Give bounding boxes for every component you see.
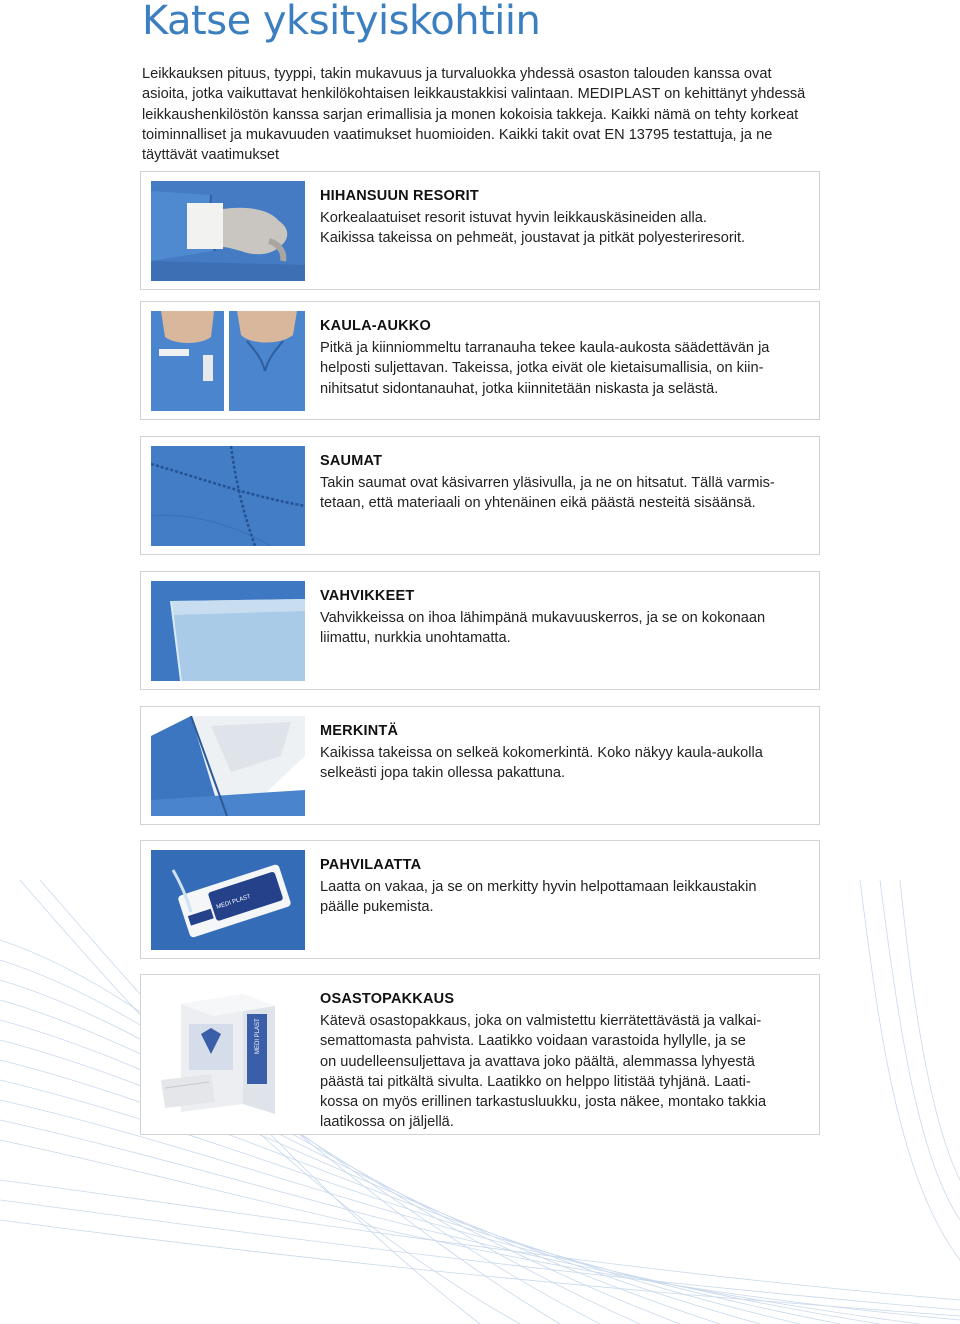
feature-card-marking <box>140 706 820 825</box>
feature-card-seams <box>140 436 820 555</box>
feature-card-neck-opening <box>140 301 820 420</box>
section-body <box>320 743 806 784</box>
box-brand-label: MEDI PLAST <box>255 1018 261 1054</box>
intro-line: toiminnalliset ja mukavuuden vaatimukset huomioiden. Kaikki takit ovat EN 13795 testattuja, ja ne <box>142 126 773 143</box>
section-line: Korkealaatuiset resorit istuvat hyvin leikkauskäsineiden alla. <box>320 210 707 226</box>
cardboard-plate-photo <box>151 850 305 950</box>
section-line: Vahvikkeissa on ihoa lähimpänä mukavuuskerros, ja se on kokonaan <box>320 610 766 626</box>
section-body <box>320 1011 806 1133</box>
section-line: selkeästi jopa takin ollessa pakattuna. <box>320 765 566 782</box>
section-line: tetaan, että materiaali on yhtenäinen eikä päästä nesteitä sisäänsä. <box>320 495 756 512</box>
seam-photo <box>151 446 305 546</box>
section-line: päästä tai pitkältä sivulta. Laatikko on helppo litistää tyhjänä. Laati- <box>320 1073 751 1090</box>
size-label-photo <box>151 716 305 816</box>
section-line: kossa on myös erillinen tarkastusluukku, josta näkee, montako takkia <box>320 1094 767 1111</box>
page-title: Katse yksityiskohtiin <box>142 0 541 44</box>
feature-card-department-package <box>140 974 820 1135</box>
section-line: Kätevä osastopakkaus, joka on valmistettu kierrätettävästä ja valkai- <box>320 1013 762 1029</box>
section-body <box>320 473 806 514</box>
feature-card-cuffs <box>140 171 820 290</box>
section-line: päälle pukemista. <box>320 899 434 916</box>
section-line: Kaikissa takeissa on selkeä kokomerkintä. Koko näkyy kaula-aukolla <box>320 745 763 761</box>
section-line: semattomasta pahvista. Laatikko voidaan varastoida hyllylle, ja se <box>320 1033 746 1050</box>
section-heading: KAULA-AUKKO <box>320 318 431 334</box>
intro-paragraph <box>142 64 832 165</box>
reinforcement-photo <box>151 581 305 681</box>
intro-line: leikkaushenkilöstön kanssa sarjan erimallisia ja monen kokoisia takkeja. Kaikki nämä on tehty korkeat <box>142 106 799 123</box>
section-line: nihitsatut sidontanauhat, jotka kiinnitetään niskasta ja selästä. <box>320 380 719 397</box>
section-line: laatikossa on jäljellä. <box>320 1114 454 1131</box>
section-heading: PAHVILAATTA <box>320 857 422 873</box>
section-line: liimattu, nurkkia unohtamatta. <box>320 630 511 647</box>
section-heading: VAHVIKKEET <box>320 588 415 604</box>
intro-line: täyttävät vaatimukset <box>142 147 280 164</box>
feature-card-cardboard-plate <box>140 840 820 959</box>
intro-line: Leikkauksen pituus, tyyppi, takin mukavuus ja turvaluokka yhdessä osaston talouden kanssa ovat <box>142 66 772 82</box>
section-heading: OSASTOPAKKAUS <box>320 991 455 1007</box>
neck-opening-photo <box>151 311 305 411</box>
intro-line: asioita, jotka vaikuttavat henkilökohtaisen leikkaustakkisi valintaan. MEDIPLAST on kehittänyt yhdessä <box>142 86 806 103</box>
section-line: Pitkä ja kiinniommeltu tarranauha tekee kaula-aukosta säädettävän ja <box>320 340 770 356</box>
section-body <box>320 608 806 649</box>
section-heading: SAUMAT <box>320 453 383 469</box>
section-body <box>320 877 806 918</box>
feature-card-reinforcements <box>140 571 820 690</box>
sleeve-cuff-photo <box>151 181 305 281</box>
section-line: Laatta on vakaa, ja se on merkitty hyvin helpottamaan leikkaustakin <box>320 879 757 895</box>
section-heading: HIHANSUUN RESORIT <box>320 188 479 204</box>
section-line: on uudelleensuljettava ja avattava joko päältä, alemmassa lyhyestä <box>320 1053 755 1070</box>
section-body <box>320 208 806 249</box>
section-line: Kaikissa takeissa on pehmeät, joustavat ja pitkät polyesteriresorit. <box>320 230 746 247</box>
dispenser-box-photo <box>151 984 305 1124</box>
section-line: Takin saumat ovat käsivarren yläsivulla, ja ne on hitsatut. Tällä varmis- <box>320 475 775 491</box>
section-line: helposti suljettavan. Takeissa, jotka eivät ole kietaisumallisia, on kiin- <box>320 360 764 377</box>
plate-brand-label: MEDI PLAST <box>215 893 252 911</box>
section-heading: MERKINTÄ <box>320 723 399 739</box>
section-body <box>320 338 806 399</box>
